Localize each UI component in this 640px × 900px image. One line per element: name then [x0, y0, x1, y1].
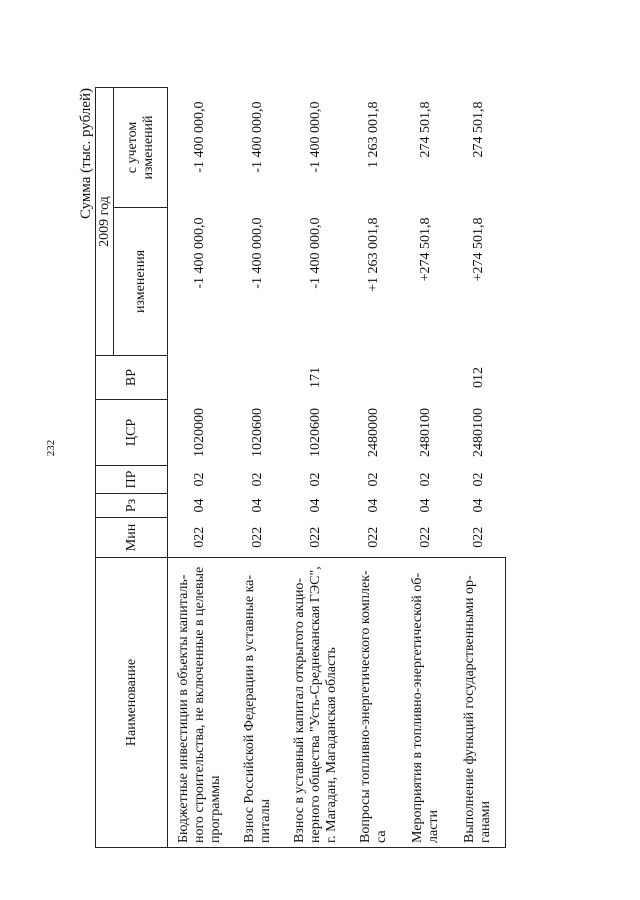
row-rz: 04 [365, 498, 381, 513]
row-rz: 04 [417, 498, 433, 513]
row-with-changes: 274 501,8 [470, 101, 486, 158]
table-row [232, 88, 284, 848]
row-name: Выполнение функций государственными ор-ганами [452, 558, 506, 848]
row-pr: 02 [417, 472, 433, 487]
row-changes: -1 400 000,0 [249, 217, 265, 289]
row-changes: +274 501,8 [470, 217, 486, 282]
row-vr [400, 356, 452, 400]
table-row [400, 88, 452, 848]
header-year: 2009 год [96, 88, 114, 356]
rotated-table-sheet [79, 88, 529, 848]
row-with-changes: 274 501,8 [417, 101, 433, 158]
row-min: 022 [191, 526, 207, 548]
row-changes: -1 400 000,0 [307, 217, 323, 289]
row-pr: 02 [365, 472, 381, 487]
header-name: Наименование [96, 558, 168, 848]
row-name: Вопросы топливно-энергетического комплек-са [348, 558, 400, 848]
header-pr: ПР [96, 466, 168, 494]
row-rz: 04 [307, 498, 323, 513]
row-with-changes: -1 400 000,0 [307, 101, 323, 173]
row-rz: 04 [470, 498, 486, 513]
row-changes: +1 263 001,8 [365, 217, 381, 292]
row-min: 022 [365, 526, 381, 548]
row-with-changes: 1 263 001,8 [365, 101, 381, 168]
row-min: 022 [417, 526, 433, 548]
row-name: Бюджетные инвестиции в объекты капиталь-ного строительства, не включенные в целевые программы [168, 558, 232, 848]
row-with-changes: -1 400 000,0 [249, 101, 265, 173]
row-rz: 04 [191, 498, 207, 513]
row-csr: 1020600 [307, 408, 323, 457]
header-min: Мин [96, 518, 168, 558]
header-with-changes: с учетом изменений [114, 88, 168, 208]
page-number: 232 [45, 439, 57, 457]
row-csr: 2480000 [365, 408, 381, 457]
row-vr [232, 356, 284, 400]
header-changes: изменения [114, 208, 168, 356]
row-name: Мероприятия в топливно-энергетической об-ласти [400, 558, 452, 848]
row-vr: 171 [307, 367, 323, 388]
table-row [452, 88, 506, 848]
row-changes: -1 400 000,0 [191, 217, 207, 289]
row-csr: 1020000 [191, 408, 207, 457]
row-vr [348, 356, 400, 400]
unit-caption: Сумма (тыс. рублей) [78, 88, 94, 220]
table-row [348, 88, 400, 848]
row-changes: +274 501,8 [417, 217, 433, 282]
row-csr: 2480100 [417, 408, 433, 457]
budget-table [95, 87, 506, 848]
row-name: Взнос Российской Федерации в уставные ка-питалы [232, 558, 284, 848]
row-csr: 1020600 [249, 408, 265, 457]
header-vr: ВР [96, 356, 168, 400]
row-vr: 012 [470, 367, 486, 388]
row-with-changes: -1 400 000,0 [191, 101, 207, 173]
row-pr: 02 [191, 472, 207, 487]
row-csr: 2480100 [470, 408, 486, 457]
header-csr: ЦСР [96, 400, 168, 466]
row-name: Взнос в уставный капитал открытого акцио-нерного общества "Усть-Среднеканская ГЭС", г. Магадан, Магаданская область [284, 558, 348, 848]
row-rz: 04 [249, 498, 265, 513]
row-pr: 02 [249, 472, 265, 487]
row-min: 022 [249, 526, 265, 548]
row-pr: 02 [307, 472, 323, 487]
table-row [168, 88, 232, 848]
row-vr [168, 356, 232, 400]
header-rz: Рз [96, 494, 168, 518]
row-min: 022 [307, 526, 323, 548]
row-pr: 02 [470, 472, 486, 487]
table-row [284, 88, 348, 848]
row-min: 022 [470, 526, 486, 548]
